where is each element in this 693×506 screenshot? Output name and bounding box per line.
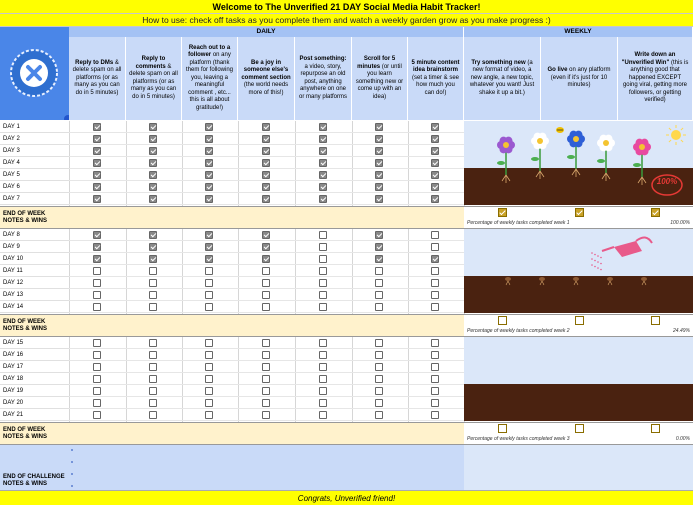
task-checkbox[interactable] <box>262 411 270 419</box>
task-checkbox[interactable] <box>431 159 439 167</box>
task-checkbox[interactable] <box>149 399 157 407</box>
column-header-detail: (this is anything good that happened EXCEPT going viral, getting more followers, or getting verified) <box>622 59 689 104</box>
notes-label: NOTES & WINS <box>3 326 48 332</box>
day-label: DAY 21 <box>0 409 69 421</box>
daily-task-header-2 <box>126 37 182 120</box>
task-checkbox[interactable] <box>375 171 383 179</box>
weekly-task-checkbox[interactable] <box>575 424 584 433</box>
day-label: DAY 3 <box>0 145 69 157</box>
notes-label: END OF WEEK <box>3 211 46 217</box>
task-checkbox[interactable] <box>149 147 157 155</box>
notes-label: NOTES & WINS <box>3 434 48 440</box>
task-checkbox[interactable] <box>149 303 157 311</box>
column-header-bold: Go live <box>547 67 568 74</box>
task-checkbox[interactable] <box>319 291 327 299</box>
column-header-detail: & delete spam on all platforms (or as many as you can do in 5 minutes) <box>129 63 178 100</box>
task-checkbox[interactable] <box>205 243 213 251</box>
task-checkbox[interactable] <box>431 399 439 407</box>
bullet-dot <box>71 485 73 487</box>
task-checkbox[interactable] <box>431 351 439 359</box>
task-checkbox[interactable] <box>93 243 101 251</box>
task-checkbox[interactable] <box>205 123 213 131</box>
weekly-task-header-1 <box>464 37 541 120</box>
weekly-task-checkbox[interactable] <box>498 316 507 325</box>
task-checkbox[interactable] <box>262 351 270 359</box>
task-checkbox[interactable] <box>431 183 439 191</box>
day-label: DAY 5 <box>0 169 69 181</box>
task-checkbox[interactable] <box>319 123 327 131</box>
end-of-challenge-notes[interactable] <box>0 445 464 490</box>
column-header-detail: (the world needs more of this!) <box>243 82 289 96</box>
column-header-detail: (or until you learn something new or come up with an idea) <box>355 63 404 100</box>
task-checkbox[interactable] <box>319 387 327 395</box>
task-checkbox[interactable] <box>319 159 327 167</box>
task-checkbox[interactable] <box>431 375 439 383</box>
task-checkbox[interactable] <box>431 243 439 251</box>
day-label: DAY 17 <box>0 361 69 373</box>
task-checkbox[interactable] <box>93 159 101 167</box>
tracker-title: Welcome to The Unverified 21 DAY Social Media Habit Tracker! <box>0 0 693 14</box>
column-header-detail: (set a timer & see how much you can do!) <box>411 74 459 96</box>
task-checkbox[interactable] <box>149 183 157 191</box>
task-checkbox[interactable] <box>375 411 383 419</box>
daily-group-header: DAILY <box>69 27 464 37</box>
task-checkbox[interactable] <box>375 135 383 143</box>
column-header-detail: & delete spam on all platforms (or as many as you can do in 5 minutes) <box>72 59 122 96</box>
task-checkbox[interactable] <box>375 387 383 395</box>
notes-label: END OF WEEK <box>3 427 46 433</box>
task-checkbox[interactable] <box>431 291 439 299</box>
day-label: DAY 11 <box>0 265 69 277</box>
task-checkbox[interactable] <box>93 351 101 359</box>
weekly-task-checkbox[interactable] <box>651 424 660 433</box>
task-checkbox[interactable] <box>375 351 383 359</box>
daily-task-header-3 <box>182 37 238 120</box>
task-checkbox[interactable] <box>375 399 383 407</box>
task-checkbox[interactable] <box>205 159 213 167</box>
task-checkbox[interactable] <box>262 363 270 371</box>
task-checkbox[interactable] <box>319 411 327 419</box>
task-checkbox[interactable] <box>93 147 101 155</box>
task-checkbox[interactable] <box>205 183 213 191</box>
task-checkbox[interactable] <box>262 291 270 299</box>
column-header-bold: 5 minute content idea brainstorm <box>411 59 460 74</box>
column-header-bold: Post something: <box>299 56 347 62</box>
daily-task-header-1 <box>69 37 126 120</box>
day-label: DAY 13 <box>0 289 69 301</box>
task-checkbox[interactable] <box>262 135 270 143</box>
task-checkbox[interactable] <box>262 159 270 167</box>
task-checkbox[interactable] <box>319 171 327 179</box>
day-label: DAY 14 <box>0 301 69 313</box>
task-checkbox[interactable] <box>205 279 213 287</box>
final-notes-label: END OF CHALLENGE <box>3 474 65 480</box>
task-checkbox[interactable] <box>319 351 327 359</box>
task-checkbox[interactable] <box>262 147 270 155</box>
how-to-instructions: How to use: check off tasks as you complete them and watch a weekly garden grow as you make progress :) <box>0 14 693 27</box>
final-sky <box>464 445 693 490</box>
task-checkbox[interactable] <box>93 231 101 239</box>
task-checkbox[interactable] <box>93 255 101 263</box>
task-checkbox[interactable] <box>319 363 327 371</box>
task-checkbox[interactable] <box>93 387 101 395</box>
task-checkbox[interactable] <box>319 375 327 383</box>
task-checkbox[interactable] <box>262 171 270 179</box>
task-checkbox[interactable] <box>93 291 101 299</box>
weekly-task-checkbox[interactable] <box>575 316 584 325</box>
task-checkbox[interactable] <box>93 171 101 179</box>
task-checkbox[interactable] <box>262 123 270 131</box>
task-checkbox[interactable] <box>319 303 327 311</box>
task-checkbox[interactable] <box>93 363 101 371</box>
task-checkbox[interactable] <box>262 255 270 263</box>
task-checkbox[interactable] <box>262 195 270 203</box>
task-checkbox[interactable] <box>375 147 383 155</box>
task-checkbox[interactable] <box>205 255 213 263</box>
weekly-task-checkbox[interactable] <box>651 208 660 217</box>
weekly-percentage-label: Percentage of weekly tasks completed week 3 <box>467 436 570 442</box>
task-checkbox[interactable] <box>375 363 383 371</box>
weekly-percentage-value: 100.00% <box>670 220 690 226</box>
task-checkbox[interactable] <box>205 135 213 143</box>
task-checkbox[interactable] <box>205 363 213 371</box>
task-checkbox[interactable] <box>149 387 157 395</box>
task-checkbox[interactable] <box>205 375 213 383</box>
task-checkbox[interactable] <box>205 303 213 311</box>
day-label: DAY 12 <box>0 277 69 289</box>
task-checkbox[interactable] <box>93 375 101 383</box>
task-checkbox[interactable] <box>375 195 383 203</box>
column-header-bold: Reply to comments <box>135 56 166 70</box>
task-checkbox[interactable] <box>149 243 157 251</box>
weekly-percentage-label: Percentage of weekly tasks completed week 1 <box>467 220 570 226</box>
task-checkbox[interactable] <box>262 387 270 395</box>
daily-task-header-5 <box>295 37 352 120</box>
final-notes-label: NOTES & WINS <box>3 481 48 487</box>
day-label: DAY 20 <box>0 397 69 409</box>
task-checkbox[interactable] <box>375 339 383 347</box>
task-checkbox[interactable] <box>431 303 439 311</box>
task-checkbox[interactable] <box>262 279 270 287</box>
task-checkbox[interactable] <box>431 231 439 239</box>
task-checkbox[interactable] <box>319 135 327 143</box>
day-label: DAY 7 <box>0 193 69 205</box>
task-checkbox[interactable] <box>93 279 101 287</box>
task-checkbox[interactable] <box>375 231 383 239</box>
task-checkbox[interactable] <box>375 183 383 191</box>
task-checkbox[interactable] <box>149 267 157 275</box>
column-header-detail: on any platform (thank them for following you, leaving a meaningful comment , etc... this is all about gratitude!) <box>185 52 234 111</box>
weekly-task-header-3 <box>618 37 693 120</box>
task-checkbox[interactable] <box>93 195 101 203</box>
task-checkbox[interactable] <box>205 411 213 419</box>
column-header-bold: Write down an "Unverified Win" <box>621 52 676 66</box>
bullet-dot <box>71 449 73 451</box>
notes-label: END OF WEEK <box>3 319 46 325</box>
task-checkbox[interactable] <box>93 183 101 191</box>
task-checkbox[interactable] <box>262 303 270 311</box>
column-header-bold: Try something new <box>471 59 526 66</box>
congrats-footer: Congrats, Unverified friend! <box>0 490 693 505</box>
task-checkbox[interactable] <box>319 195 327 203</box>
weekly-percentage-value: 0.00% <box>675 436 690 442</box>
notes-label: NOTES & WINS <box>3 218 48 224</box>
day-label: DAY 18 <box>0 373 69 385</box>
task-checkbox[interactable] <box>93 303 101 311</box>
task-checkbox[interactable] <box>431 339 439 347</box>
task-checkbox[interactable] <box>205 387 213 395</box>
day-label: DAY 1 <box>0 121 69 133</box>
task-checkbox[interactable] <box>149 171 157 179</box>
task-checkbox[interactable] <box>319 339 327 347</box>
weekly-percentage-value: 24.49% <box>673 328 690 334</box>
daily-task-header-7 <box>408 37 464 120</box>
task-checkbox[interactable] <box>262 375 270 383</box>
task-checkbox[interactable] <box>319 399 327 407</box>
column-header-detail: (a new format of video, a new angle, a new topic, whatever you want! Just shake it up a bit.) <box>469 59 535 96</box>
daily-task-header-4 <box>238 37 295 120</box>
task-checkbox[interactable] <box>149 291 157 299</box>
task-checkbox[interactable] <box>262 339 270 347</box>
task-checkbox[interactable] <box>205 171 213 179</box>
task-checkbox[interactable] <box>375 291 383 299</box>
task-checkbox[interactable] <box>375 159 383 167</box>
end-of-week-notes[interactable] <box>0 206 464 229</box>
task-checkbox[interactable] <box>205 267 213 275</box>
day-label: DAY 15 <box>0 337 69 349</box>
task-checkbox[interactable] <box>431 195 439 203</box>
task-checkbox[interactable] <box>431 147 439 155</box>
column-header-detail: on any platform (even if it's just for 10 minutes) <box>550 67 611 89</box>
task-checkbox[interactable] <box>262 267 270 275</box>
task-checkbox[interactable] <box>149 411 157 419</box>
task-checkbox[interactable] <box>431 123 439 131</box>
weekly-task-checkbox[interactable] <box>575 208 584 217</box>
task-checkbox[interactable] <box>431 279 439 287</box>
task-checkbox[interactable] <box>262 183 270 191</box>
task-checkbox[interactable] <box>149 351 157 359</box>
task-checkbox[interactable] <box>375 267 383 275</box>
task-checkbox[interactable] <box>93 339 101 347</box>
column-header-bold: Be a joy in someone else's comment section <box>241 59 291 81</box>
task-checkbox[interactable] <box>149 135 157 143</box>
task-checkbox[interactable] <box>149 279 157 287</box>
task-checkbox[interactable] <box>375 123 383 131</box>
task-checkbox[interactable] <box>205 147 213 155</box>
weekly-group-header: WEEKLY <box>464 27 693 37</box>
day-label: DAY 10 <box>0 253 69 265</box>
task-checkbox[interactable] <box>93 267 101 275</box>
weekly-task-header-2 <box>541 37 618 120</box>
end-of-week-notes[interactable] <box>0 422 464 445</box>
task-checkbox[interactable] <box>262 399 270 407</box>
bullet-dot <box>71 473 73 475</box>
completion-badge: 100% <box>656 177 678 186</box>
task-checkbox[interactable] <box>262 243 270 251</box>
task-checkbox[interactable] <box>149 159 157 167</box>
weekly-task-checkbox[interactable] <box>498 424 507 433</box>
task-checkbox[interactable] <box>93 135 101 143</box>
task-checkbox[interactable] <box>431 267 439 275</box>
task-checkbox[interactable] <box>205 351 213 359</box>
task-checkbox[interactable] <box>149 123 157 131</box>
task-checkbox[interactable] <box>205 399 213 407</box>
day-label: DAY 9 <box>0 241 69 253</box>
task-checkbox[interactable] <box>431 171 439 179</box>
bullet-dot <box>71 461 73 463</box>
column-header-bold: Reach out to a follower <box>188 44 231 59</box>
task-checkbox[interactable] <box>205 291 213 299</box>
task-checkbox[interactable] <box>431 387 439 395</box>
day-label: DAY 16 <box>0 349 69 361</box>
garden-soil <box>464 384 693 421</box>
weekly-task-checkbox[interactable] <box>651 316 660 325</box>
task-checkbox[interactable] <box>375 375 383 383</box>
task-checkbox[interactable] <box>375 255 383 263</box>
task-checkbox[interactable] <box>319 255 327 263</box>
task-checkbox[interactable] <box>149 231 157 239</box>
day-label: DAY 19 <box>0 385 69 397</box>
daily-task-header-6 <box>352 37 408 120</box>
column-header-bold: Scroll for 5 minutes <box>357 56 396 70</box>
weekly-percentage-label: Percentage of weekly tasks completed week 2 <box>467 328 570 334</box>
task-checkbox[interactable] <box>93 411 101 419</box>
task-checkbox[interactable] <box>431 411 439 419</box>
task-checkbox[interactable] <box>205 231 213 239</box>
task-checkbox[interactable] <box>319 231 327 239</box>
task-checkbox[interactable] <box>149 363 157 371</box>
task-checkbox[interactable] <box>319 279 327 287</box>
task-checkbox[interactable] <box>93 123 101 131</box>
task-checkbox[interactable] <box>149 255 157 263</box>
weekly-task-checkbox[interactable] <box>498 208 507 217</box>
task-checkbox[interactable] <box>205 339 213 347</box>
task-checkbox[interactable] <box>431 135 439 143</box>
x-circle-icon <box>0 27 69 120</box>
end-of-week-notes[interactable] <box>0 314 464 337</box>
task-checkbox[interactable] <box>205 195 213 203</box>
logo-cell <box>0 27 69 120</box>
task-checkbox[interactable] <box>149 339 157 347</box>
task-checkbox[interactable] <box>375 279 383 287</box>
task-checkbox[interactable] <box>93 399 101 407</box>
day-label: DAY 2 <box>0 133 69 145</box>
task-checkbox[interactable] <box>375 303 383 311</box>
task-checkbox[interactable] <box>431 255 439 263</box>
task-checkbox[interactable] <box>149 375 157 383</box>
task-checkbox[interactable] <box>149 195 157 203</box>
garden-week-2-seedlings <box>464 229 693 313</box>
task-checkbox[interactable] <box>319 183 327 191</box>
day-label: DAY 6 <box>0 181 69 193</box>
task-checkbox[interactable] <box>319 147 327 155</box>
task-checkbox[interactable] <box>375 243 383 251</box>
task-checkbox[interactable] <box>262 231 270 239</box>
day-label: DAY 8 <box>0 229 69 241</box>
task-checkbox[interactable] <box>431 363 439 371</box>
garden-week-1-flowers <box>464 121 693 205</box>
column-header-detail: a video, story, repurpose an old post, anything anywhere on one or many platforms <box>298 63 347 100</box>
column-header-bold: Reply to DMs <box>75 59 114 66</box>
day-label: DAY 4 <box>0 157 69 169</box>
task-checkbox[interactable] <box>319 267 327 275</box>
task-checkbox[interactable] <box>319 243 327 251</box>
